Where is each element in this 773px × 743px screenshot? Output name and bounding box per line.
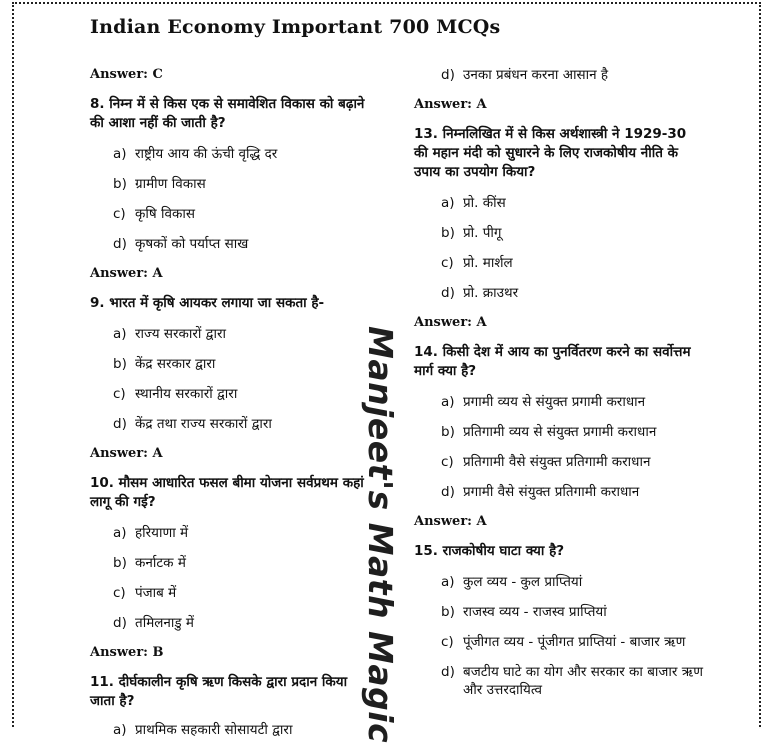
option-text: पंजाब में	[135, 585, 177, 601]
option-text: राष्ट्रीय आय की ऊंची वृद्धि दर	[135, 146, 278, 162]
q13-option-c	[414, 254, 704, 272]
q9-option-d	[90, 415, 370, 433]
answer-q13: Answer: A	[414, 315, 487, 330]
option-text: प्रगामी व्यय से संयुक्त प्रगामी कराधान	[463, 394, 646, 410]
option-text: उनका प्रबंधन करना आसान है	[463, 67, 609, 83]
option-letter: b)	[113, 176, 127, 192]
option-text: स्थानीय सरकारों द्वारा	[135, 386, 238, 402]
option-letter: c)	[113, 206, 126, 222]
option-text: प्राथमिक सहकारी सोसायटी द्वारा	[135, 722, 293, 738]
answer-q9: Answer: A	[90, 446, 163, 461]
option-text: तमिलनाडु में	[135, 615, 194, 631]
option-letter: c)	[113, 585, 126, 601]
page-title: Indian Economy Important 700 MCQs	[90, 16, 501, 38]
q9-option-a	[90, 325, 370, 343]
option-text: हरियाणा में	[135, 525, 189, 541]
q14-option-d	[414, 483, 704, 501]
answer-q14: Answer: A	[414, 514, 487, 529]
q15-option-b	[414, 603, 704, 621]
answer-q12: Answer: A	[414, 97, 487, 112]
q9-option-b	[90, 355, 370, 373]
option-letter: d)	[441, 67, 455, 83]
option-letter: d)	[113, 236, 127, 252]
dotted-border-left	[12, 2, 14, 727]
q10-option-d	[90, 614, 370, 632]
question-13: 13. निम्नलिखित में से किस अर्थशास्त्री ने 1929-30 की महान मंदी को सुधारने के लिए राजकोषीय नीति के उपाय का उपयोग किया?	[414, 126, 687, 180]
option-letter: d)	[113, 416, 127, 432]
answer-q7: Answer: C	[90, 67, 163, 82]
watermark-text: Manjeet's Math Magic	[361, 326, 400, 743]
option-text: ग्रामीण विकास	[135, 176, 206, 192]
option-text: प्रतिगामी व्यय से संयुक्त प्रगामी कराधान	[463, 424, 657, 440]
option-text: प्रो. पीगू	[463, 225, 502, 241]
q8-option-d	[90, 235, 370, 253]
option-letter: d)	[441, 664, 455, 680]
option-letter: a)	[113, 146, 127, 162]
option-letter: d)	[441, 285, 455, 301]
q13-option-a	[414, 194, 704, 212]
option-text: प्रतिगामी वैसे संयुक्त प्रतिगामी कराधान	[463, 454, 651, 470]
option-letter: a)	[113, 722, 127, 738]
option-text: प्रो. क्राउथर	[463, 285, 519, 301]
q15-option-d	[414, 663, 704, 699]
option-letter: a)	[441, 195, 455, 211]
option-letter: a)	[441, 574, 455, 590]
question-9: 9. भारत में कृषि आयकर लगाया जा सकता है-	[90, 295, 325, 311]
option-letter: c)	[113, 386, 126, 402]
option-text: केंद्र तथा राज्य सरकारों द्वारा	[135, 416, 272, 432]
q10-option-b	[90, 554, 370, 572]
option-letter: d)	[441, 484, 455, 500]
option-text: पूंजीगत व्यय - पूंजीगत प्राप्तियां - बाजार ऋण	[463, 634, 686, 650]
option-letter: b)	[441, 225, 455, 241]
option-letter: c)	[441, 454, 454, 470]
option-text: कृषि विकास	[135, 206, 195, 222]
option-text: कर्नाटक में	[135, 555, 186, 571]
q10-option-c	[90, 584, 370, 602]
option-text: कुल व्यय - कुल प्राप्तियां	[463, 574, 583, 590]
answer-q10: Answer: B	[90, 645, 164, 660]
q13-option-b	[414, 224, 704, 242]
q12-option-d	[414, 66, 704, 84]
dotted-border-right	[759, 2, 761, 727]
option-letter: c)	[441, 634, 454, 650]
option-text: राजस्व व्यय - राजस्व प्राप्तियां	[463, 604, 607, 620]
q8-option-a	[90, 145, 370, 163]
question-10: 10. मौसम आधारित फसल बीमा योजना सर्वप्रथम कहां लागू की गई?	[90, 475, 364, 510]
q8-option-b	[90, 175, 370, 193]
q10-option-a	[90, 524, 370, 542]
q15-option-a	[414, 573, 704, 591]
q14-option-c	[414, 453, 704, 471]
q8-option-c	[90, 205, 370, 223]
option-letter: a)	[441, 394, 455, 410]
option-text: प्रो. मार्शल	[463, 255, 513, 271]
q11-option-a	[90, 721, 370, 739]
option-letter: b)	[441, 424, 455, 440]
question-11: 11. दीर्घकालीन कृषि ऋण किसके द्वारा प्रदान किया जाता है?	[90, 674, 348, 709]
option-letter: d)	[113, 615, 127, 631]
option-letter: a)	[113, 326, 127, 342]
option-letter: b)	[441, 604, 455, 620]
q14-option-a	[414, 393, 704, 411]
option-text: बजटीय घाटे का योग और सरकार का बाजार ऋण और उत्तरदायित्व	[463, 664, 704, 698]
option-text: प्रगामी वैसे संयुक्त प्रतिगामी कराधान	[463, 484, 640, 500]
option-letter: c)	[441, 255, 454, 271]
question-14: 14. किसी देश में आय का पुनर्वितरण करने का सर्वोत्तम मार्ग क्या है?	[414, 344, 691, 379]
option-text: प्रो. कींस	[463, 195, 506, 211]
dotted-border-top	[12, 2, 761, 4]
option-letter: b)	[113, 555, 127, 571]
q9-option-c	[90, 385, 370, 403]
question-8: 8. निम्न में से किस एक से समावेशित विकास को बढ़ाने की आशा नहीं की जाती है?	[90, 96, 365, 131]
option-text: कृषकों को पर्याप्त साख	[135, 236, 249, 252]
left-column	[90, 66, 370, 739]
q15-option-c	[414, 633, 704, 651]
question-15: 15. राजकोषीय घाटा क्या है?	[414, 543, 565, 559]
answer-q8: Answer: A	[90, 266, 163, 281]
q14-option-b	[414, 423, 704, 441]
option-letter: b)	[113, 356, 127, 372]
option-letter: a)	[113, 525, 127, 541]
q13-option-d	[414, 284, 704, 302]
option-text: केंद्र सरकार द्वारा	[135, 356, 216, 372]
right-column	[414, 66, 704, 699]
option-text: राज्य सरकारों द्वारा	[135, 326, 226, 342]
